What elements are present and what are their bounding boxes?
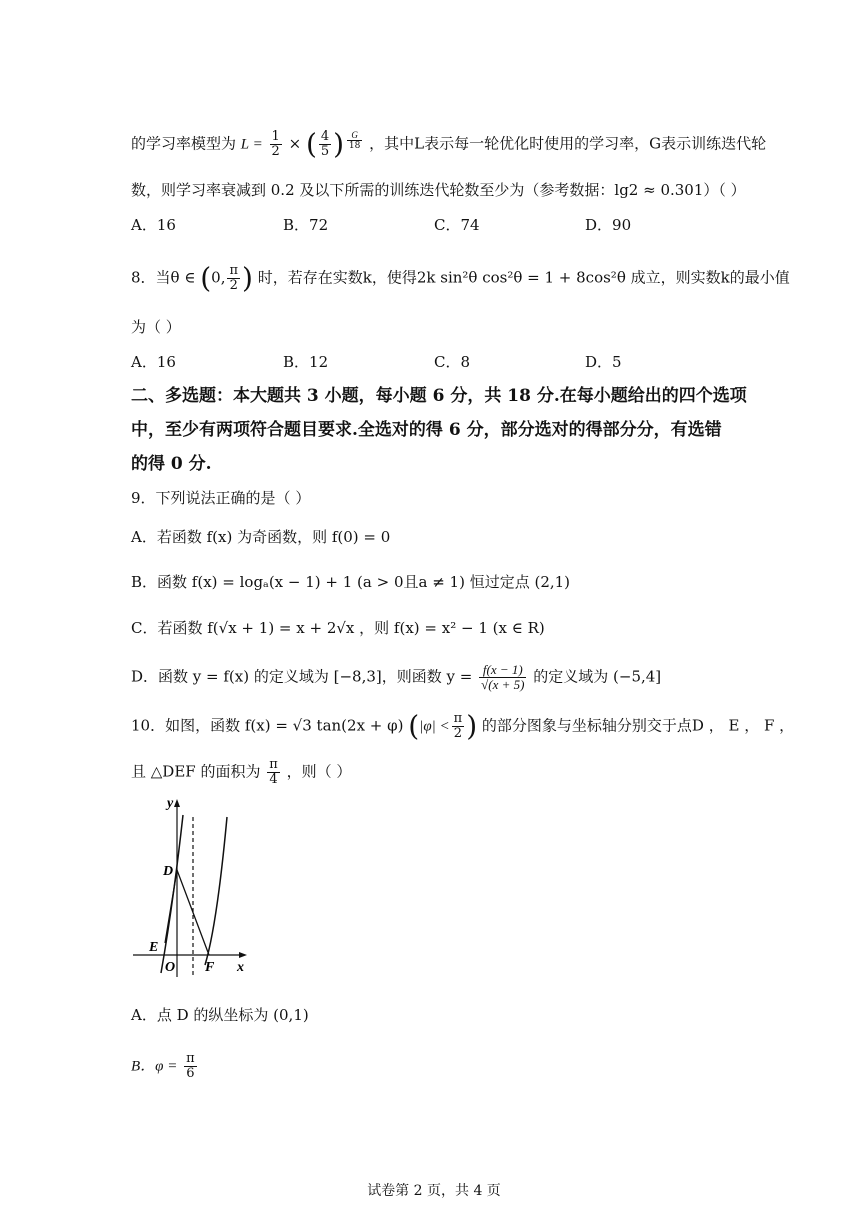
q7-option-a: A．16 (131, 216, 176, 234)
q10-option-a: A．点 D 的纵坐标为 (0,1) (131, 1006, 309, 1024)
q10-line1-pre: 10．如图，函数 f(x) = √3 tan(2x + φ) (131, 716, 404, 735)
q7-line2: 数，则学习率衰减到 0.2 及以下所需的训练迭代轮数至少为（参考数据：lg2 ≈ 0.301）（ ） (131, 181, 746, 199)
q9-option-d-post: 的定义域为 (−5,4] (533, 667, 662, 686)
q7-half: $\frac{1}{2}$ (271, 129, 280, 159)
q9-option-d-pre: D．函数 y = f(x) 的定义域为 [−8,3]，则函数 y = (131, 667, 473, 686)
q9-option-c: C．若函数 f(√x + 1) = x + 2√x ，则 f(x) = x² − 1 (x ∈ R) (131, 619, 545, 637)
q10-line1-post: 的部分图象与坐标轴分别交于点D ， E ， F ， (481, 716, 795, 735)
graph-label-y: y (167, 796, 174, 811)
graph-label-x: x (237, 960, 244, 975)
graph-left-branch (161, 815, 183, 973)
q7-line1: 的学习率模型为 L = $\frac{1}{2}$ × ( $\frac{4}{5}$ ) $\frac{G}{18}$ ，其中L表示每一轮优化时使用的学习率，G表示训练迭代轮 (131, 127, 767, 161)
q9-option-d-fraction: $\frac{f(x - 1)}{√(x + 5)}$ (481, 662, 525, 692)
q10-line2-post: ，则（ ） (286, 762, 352, 781)
q7-option-c: C．74 (434, 216, 480, 234)
graph-label-d: D (163, 864, 174, 879)
q10-graph (125, 795, 265, 985)
q8-option-c: C．8 (434, 353, 471, 371)
graph-label-o: O (165, 960, 176, 975)
q10-option-b-fraction: $\frac{\pi}{6}$ (186, 1051, 195, 1081)
q7-formula-l: L = (240, 136, 263, 153)
q10-line2 (131, 758, 351, 787)
q9-option-d (131, 663, 661, 692)
page-footer: 试卷第 2 页，共 4 页 (367, 1183, 501, 1199)
q8-line1-post: 时，若存在实数k，使得2k sin²θ cos²θ = 1 + 8cos²θ 成立，则实数k的最小值 (257, 268, 790, 287)
q9-stem: 9．下列说法正确的是（ ） (131, 489, 311, 507)
q10-line2-pre: 且 △DEF 的面积为 (131, 762, 261, 781)
q7-times: × (288, 134, 302, 153)
q8-option-d: D．5 (585, 353, 622, 371)
q9-option-a: A．若函数 f(x) 为奇函数，则 f(0) = 0 (131, 528, 391, 546)
q10-pi-half: $\frac{\pi}{2}$ (453, 711, 463, 741)
q7-line1-pre: 的学习率模型为 (131, 134, 237, 153)
graph-label-e: E (149, 940, 159, 955)
graph-right-branch (205, 817, 227, 965)
q8-pi-half: $\frac{\pi}{2}$ (229, 263, 239, 293)
q9-option-b: B．函数 f(x) = logₐ(x − 1) + 1 (a > 0且a ≠ 1) 恒过定点 (2,1) (131, 573, 571, 591)
q10-option-b (131, 1052, 199, 1081)
q10-option-b-pre: B．φ = (131, 1058, 178, 1075)
q10-area-fraction: $\frac{\pi}{4}$ (269, 757, 278, 787)
q8-interval-left: 0, (211, 268, 226, 287)
q8-line1-pre: 8．当θ ∈ (131, 268, 196, 287)
q10-line1: 10．如图，函数 f(x) = √3 tan(2x + φ) (|φ| < $\frac{\pi}{2}$ ) 的部分图象与坐标轴分别交于点D ， E ， F ， (131, 709, 795, 743)
section2-line2: 中，至少有两项符合题目要求.全选对的得 6 分，部分选对的得部分分，有选错 (131, 420, 722, 440)
q7-option-d: D．90 (585, 216, 632, 234)
q8-line1: 8．当θ ∈ (0, $\frac{\pi}{2}$ ) 时，若存在实数k，使得2k sin²θ cos²θ = 1 + 8cos²θ 成立，则实数k的最小值 (131, 261, 790, 295)
q7-line1-rest: ，其中L表示每一轮优化时使用的学习率，G表示训练迭代轮 (369, 134, 767, 153)
q8-option-a: A．16 (131, 353, 176, 371)
q7-ratio: $\frac{4}{5}$ (320, 129, 330, 159)
q8-line2: 为（ ） (131, 318, 181, 336)
q8-option-b: B．12 (283, 353, 329, 371)
q7-option-b: B．72 (283, 216, 329, 234)
section2-line1: 二、多选题：本大题共 3 小题，每小题 6 分，共 18 分.在每小题给出的四个选项 (131, 386, 747, 406)
q7-exponent: $\frac{G}{18}$ (348, 130, 361, 151)
graph-label-f: F (205, 960, 215, 975)
q10-condition: |φ| < (419, 718, 450, 735)
section2-line3: 的得 0 分. (131, 454, 212, 474)
graph-triangle (165, 870, 209, 955)
